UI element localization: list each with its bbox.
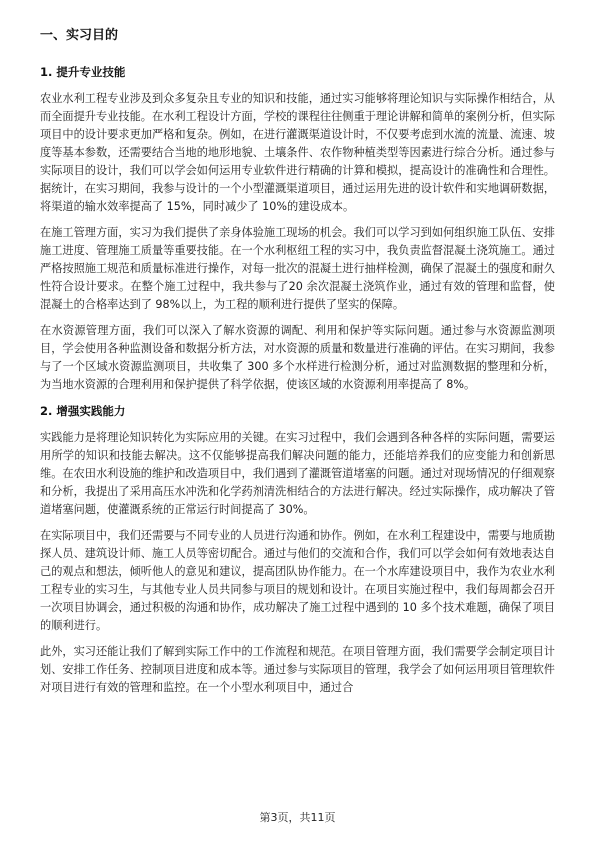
section-title: 一、实习目的 (40, 28, 119, 43)
paragraph-1-3: 在水资源管理方面，我们可以深入了解水资源的调配、利用和保护等实际问题。通过参与水资源监测项目，学会使用各种监测设备和数据分析方法，对水资源的质量和数量进行准确的评估。在实习期间，我参与了一个区域水资源监测项目，共收集了 300 多个水样进行检测分析，通过对监测数据的整理和分析，为当地水资源的合理利用和保护提供了科学依据，使该区域的水资源利用率提高了 8%。 (40, 324, 555, 391)
paragraph-1-1: 农业水利工程专业涉及到众多复杂且专业的知识和技能，通过实习能够将理论知识与实际操作相结合，从而全面提升专业技能。在水利工程设计方面，学校的课程往往侧重于理论讲解和简单的案例分析，但实际项目中的设计要求更加严格和复杂。例如，在进行灌溉渠道设计时，不仅要考虑到水流的流量、流速、坡度等基本参数，还需要结合当地的地形地貌、土壤条件、农作物种植类型等因素进行综合分析。通过参与实际项目的设计，我们可以学会如何运用专业软件进行精确的计算和模拟，提高设计的准确性和合理性。据统计，在实习期间，我参与设计的一个小型灌溉渠道项目，通过运用先进的设计软件和实地调研数据，将渠道的输水效率提高了 15%，同时减少了 10%的建设成本。 (40, 92, 555, 213)
subsection-heading-1: 1. 提升专业技能 (40, 65, 126, 79)
page-footer: 第3页，共11页 (259, 811, 336, 824)
paragraph-2-2: 在实际项目中，我们还需要与不同专业的人员进行沟通和协作。例如，在水利工程建设中，需要与地质勘探人员、建筑设计师、施工人员等密切配合。通过与他们的交流和合作，我们可以学会如何有效地表达自己的观点和想法，倾听他人的意见和建议，提高团队协作能力。在一个水库建设项目中，我作为农业水利工程专业的实习生，与其他专业人员共同参与项目的规划和设计。在项目实施过程中，我们每周都会召开一次项目协调会，通过积极的沟通和协作，成功解决了施工过程中遇到的 10 多个技术难题，确保了项目的顺利进行。 (40, 529, 555, 632)
paragraph-1-2: 在施工管理方面，实习为我们提供了亲身体验施工现场的机会。我们可以学习到如何组织施工队伍、安排施工进度、管理施工质量等重要技能。在一个水利枢纽工程的实习中，我负责监督混凝土浇筑施工。通过严格按照施工规范和质量标准进行操作，对每一批次的混凝土进行抽样检测，确保了混凝土的强度和耐久性符合设计要求。在整个施工过程中，我共参与了20 余次混凝土浇筑作业，通过有效的管理和监督，使混凝土的合格率达到了 98%以上，为工程的顺利进行提供了坚实的保障。 (40, 226, 555, 311)
paragraph-2-1: 实践能力是将理论知识转化为实际应用的关键。在实习过程中，我们会遇到各种各样的实际问题，需要运用所学的知识和技能去解决。这不仅能够提高我们解决问题的能力，还能培养我们的应变能力和创新思维。在农田水利设施的维护和改造项目中，我们遇到了灌溉管道堵塞的问题。通过对现场情况的仔细观察和分析，我提出了采用高压水冲洗和化学药剂清洗相结合的方法进行解决。经过实际操作，成功解决了管道堵塞问题，使灌溉系统的正常运行时间提高了 30%。 (40, 431, 555, 516)
paragraph-2-3: 此外，实习还能让我们了解到实际工作中的工作流程和规范。在项目管理方面，我们需要学会制定项目计划、安排工作任务、控制项目进度和成本等。通过参与实际项目的管理，我学会了如何运用项目管理软件对项目进行有效的管理和监控。在一个小型水利项目中，通过合 (40, 645, 555, 694)
subsection-heading-2: 2. 增强实践能力 (40, 404, 126, 418)
